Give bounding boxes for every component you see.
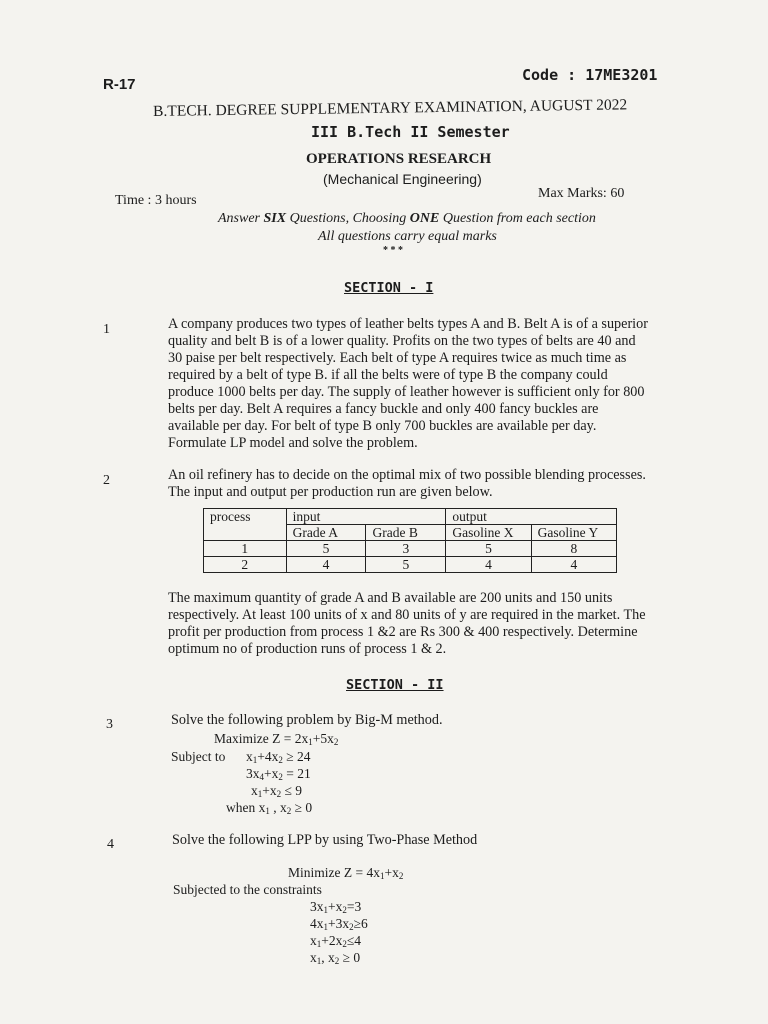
instructions-text: Question from each section — [439, 211, 596, 226]
q3-constraint-2: $3x_4+x_2 = 21$ — [246, 766, 311, 782]
q2-line: The maximum quantity of grade A and B available are 200 units and 150 units — [168, 590, 613, 606]
table-row — [204, 557, 617, 573]
table-row — [204, 541, 617, 557]
header-gasoline-x: Gasoline X — [446, 525, 531, 541]
question-2-details — [168, 590, 652, 658]
q1-line: produce 1000 belts per day. The supply of leather however is sufficient only for 800 — [168, 384, 645, 400]
header-grade-a: Grade A — [286, 525, 366, 541]
q4-nonneg-rhs: ≥ 0 — [342, 950, 361, 965]
q1-line: 30 paise per belt respectively. Each belt of type A requires twice as much time as — [168, 350, 627, 366]
q3-subject-to: Subject to — [171, 749, 226, 764]
regulation-label: R-17 — [103, 76, 136, 93]
table-cell: 5 — [446, 541, 531, 557]
header-grade-b: Grade B — [366, 525, 446, 541]
q2-line: An oil refinery has to decide on the optimal mix of two possible blending processes. — [168, 467, 646, 483]
q4-constraint-3: $x_1+2x_2\le 4$ — [310, 933, 362, 949]
stars-divider: * * * — [383, 245, 403, 256]
exam-time: Time : 3 hours — [115, 193, 197, 208]
header-gasoline-y: Gasoline Y — [531, 525, 616, 541]
instructions-line-2: All questions carry equal marks — [318, 229, 497, 244]
instructions-one: ONE — [409, 211, 440, 226]
q3-c2-rhs: = 21 — [286, 766, 311, 781]
question-1-text — [168, 316, 652, 452]
max-marks: Max Marks: 60 — [538, 186, 625, 201]
table-cell: 4 — [531, 557, 616, 573]
exam-title: B.TECH. DEGREE SUPPLEMENTARY EXAMINATION, AUGUST 2022 — [153, 96, 628, 120]
q1-line: A company produces two types of leather belts types A and B. Belt A is of a superior — [168, 316, 648, 332]
question-4-intro: Solve the following LPP by using Two-Phase Method — [172, 832, 478, 848]
q2-line: respectively. At least 100 units of x and 80 units of y are required in the market. The — [168, 607, 646, 623]
subject-title: OPERATIONS RESEARCH — [306, 151, 492, 167]
course-code: Code : 17ME3201 — [522, 66, 658, 84]
header-output: output — [446, 509, 617, 525]
q2-line: optimum no of production runs of process 1 & 2. — [168, 641, 447, 657]
table-cell: 2 — [204, 557, 287, 573]
q4-constraint-2: $4x_1+3x_2\ge 6$ — [310, 916, 368, 932]
q3-constraint-3: $x_1+x_2 \le 9$ — [251, 783, 303, 799]
blending-table — [203, 508, 617, 573]
instructions-line-1 — [218, 211, 596, 227]
q3-constraint-1: $x_1+4x_2 \ge 24$ — [246, 749, 311, 765]
header-input: input — [286, 509, 446, 525]
question-1-number: 1 — [103, 322, 110, 337]
q1-line: belts per day. Belt A requires a fancy buckle and only 400 fancy buckles are — [168, 401, 599, 417]
q1-line: Formulate LP model and solve the problem. — [168, 435, 418, 451]
q3-nonneg-text: when x — [226, 800, 266, 815]
table-cell: 8 — [531, 541, 616, 557]
table-cell: 3 — [366, 541, 446, 557]
q4-c2-rhs: ≥6 — [353, 916, 368, 931]
q3-c1-rhs: ≥ 24 — [286, 749, 311, 764]
q4-nonnegativity: $x_1$, $x_2 \ge 0$ — [310, 950, 361, 966]
table-cell: 4 — [446, 557, 531, 573]
instructions-six: SIX — [263, 211, 287, 226]
q4-c1-rhs: =3 — [346, 899, 362, 914]
q1-line: quality and belt B is of a lower quality. Profits on the two types of belts are 40 and — [168, 333, 636, 349]
q3-nonnegativity: when $x_1$ , $x_2 \ge 0$ — [226, 800, 313, 816]
q4-objective: Minimize $Z = 4x_1+x_2$ — [288, 865, 404, 881]
q3-objective-text: Maximize Z = 2x — [214, 731, 309, 746]
question-3-intro: Solve the following problem by Big-M method. — [171, 712, 443, 728]
q4-constraint-1: $3x_1+x_2=3$ — [310, 899, 362, 915]
q3-nonneg-rhs: ≥ 0 — [294, 800, 313, 815]
semester-title: III B.Tech II Semester — [311, 123, 510, 141]
table-cell: 4 — [286, 557, 366, 573]
q1-line: available per day. For belt of type B only 700 buckles are available per day. — [168, 418, 597, 434]
table-cell: 1 — [204, 541, 287, 557]
instructions-text: Questions, Choosing — [286, 211, 410, 226]
q2-line: The input and output per production run are given below. — [168, 484, 493, 500]
table-cell: 5 — [286, 541, 366, 557]
q4-c3-rhs: ≤4 — [346, 933, 362, 948]
header-process: process — [204, 509, 287, 541]
question-2-number: 2 — [103, 473, 110, 488]
section-1-title: SECTION - I — [344, 280, 434, 296]
question-4-number: 4 — [107, 837, 114, 852]
table-cell: 5 — [366, 557, 446, 573]
q2-line: profit per production from process 1 &2 are Rs 300 & 400 respectively. Determine — [168, 624, 638, 640]
q4-objective-text: Minimize Z = 4x — [288, 865, 380, 880]
question-2-intro — [168, 467, 652, 501]
branch-title: (Mechanical Engineering) — [323, 171, 482, 187]
q3-objective: Maximize $Z = 2x_1+5x_2$ — [214, 731, 339, 747]
instructions-text: Answer — [218, 211, 264, 226]
section-2-title: SECTION - II — [346, 677, 444, 693]
q4-subjected: Subjected to the constraints — [173, 882, 322, 897]
q3-c3-rhs: ≤ 9 — [284, 783, 303, 798]
q1-line: required by a belt of type B. if all the belts were of type B the company could — [168, 367, 608, 383]
question-3-number: 3 — [106, 717, 113, 732]
